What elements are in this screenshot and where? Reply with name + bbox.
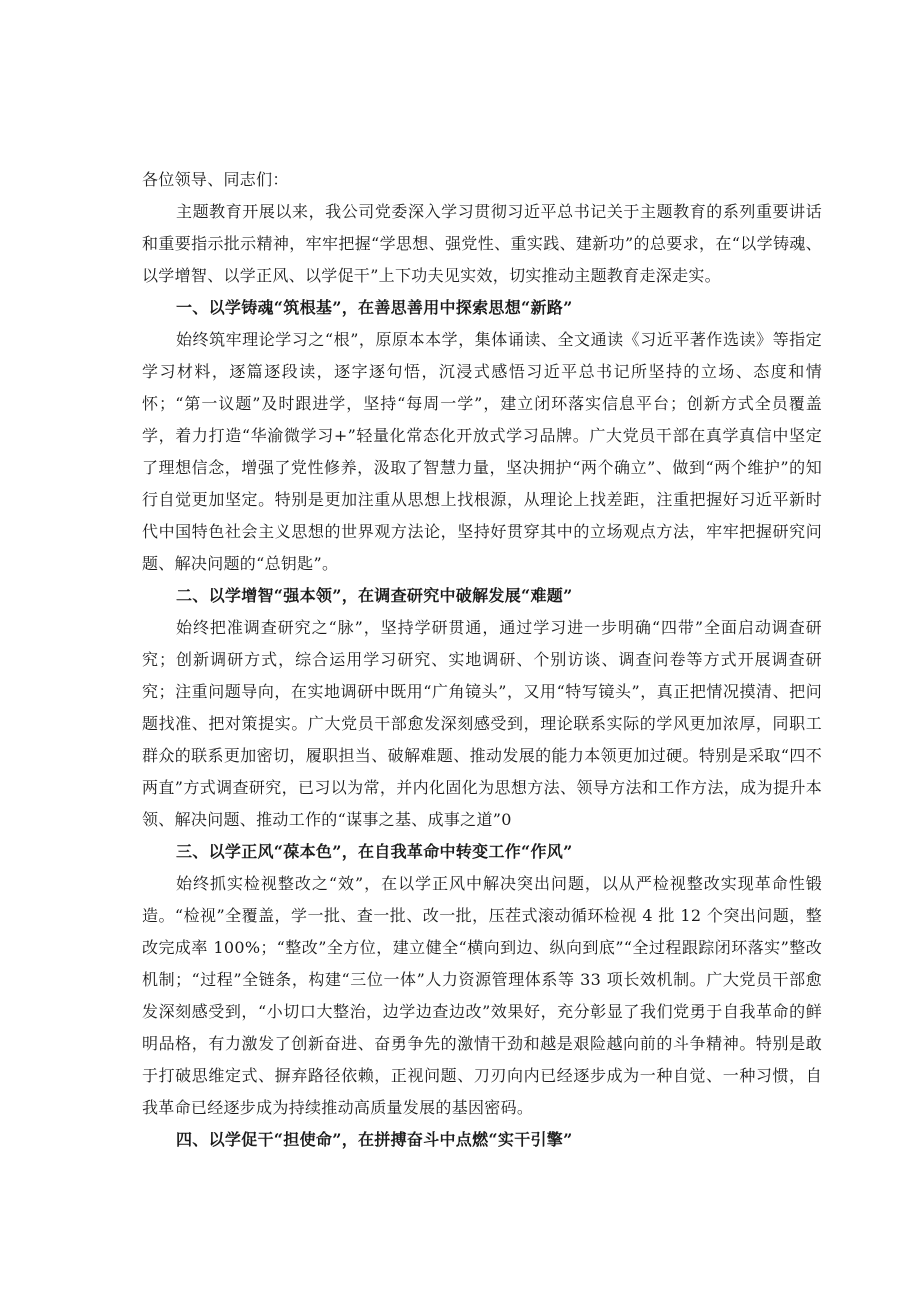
intro-paragraph: 主题教育开展以来，我公司党委深入学习贯彻习近平总书记关于主题教育的系列重要讲话和重要指示批示精神，牢牢把握“学思想、强党性、重实践、建新功”的总要求，在“以学铸魂、以学增智、以学正风、以学促干”上下功夫见实效，切实推动主题教育走深走实。 bbox=[142, 202, 822, 285]
document-page bbox=[142, 164, 822, 1156]
section-3-heading: 三、以学正风“葆本色”，在自我革命中转变工作“作风” bbox=[176, 842, 573, 861]
salutation: 各位领导、同志们： bbox=[142, 170, 289, 189]
section-1-heading: 一、以学铸魂“筑根基”，在善思善用中探索思想“新路” bbox=[176, 298, 573, 317]
section-3-body: 始终抓实检视整改之“效”，在以学正风中解决突出问题，以从严检视整改实现革命性锻造。“检视”全覆盖，学一批、查一批、改一批，压茬式滚动循环检视 4 批 12 个突出问题，整改完成率 100%；“整改”全方位，建立健全“横向到边、纵向到底”“全过程跟踪闭环落实”整改机制；“过程”全链条，构建“三位一体”人力资源管理体系等 33 项长效机制。广大党员干部愈发深刻感受到，“小切口大整治，边学边查边改”效果好，充分彰显了我们党勇于自我革命的鲜明品格，有力激发了创新奋进、奋勇争先的激情干劲和越是艰险越向前的斗争精神。特别是敢于打破思维定式、摒弃路径依赖，正视问题、刀刃向内已经逐步成为一种自觉、一种习惯，自我革命已经逐步成为持续推动高质量发展的基因密码。 bbox=[142, 874, 822, 1117]
section-4-heading: 四、以学促干“担使命”，在拼搏奋斗中点燃“实干引擎” bbox=[176, 1130, 573, 1149]
section-2-heading: 二、以学增智“强本领”，在调查研究中破解发展“难题” bbox=[176, 586, 573, 605]
section-1-body: 始终筑牢理论学习之“根”，原原本本学，集体诵读、全文通读《习近平著作选读》等指定学习材料，逐篇逐段读，逐字逐句悟，沉浸式感悟习近平总书记所坚持的立场、态度和情怀；“第一议题”及时跟进学，坚持“每周一学”，建立闭环落实信息平台；创新方式全员覆盖学，着力打造“华渝微学习+”轻量化常态化开放式学习品牌。广大党员干部在真学真信中坚定了理想信念，增强了党性修养，汲取了智慧力量，坚决拥护“两个确立”、做到“两个维护”的知行自觉更加坚定。特别是更加注重从思想上找根源，从理论上找差距，注重把握好习近平新时代中国特色社会主义思想的世界观方法论，坚持好贯穿其中的立场观点方法，牢牢把握研究问题、解决问题的“总钥匙”。 bbox=[142, 330, 822, 573]
section-2-body: 始终把准调查研究之“脉”，坚持学研贯通，通过学习进一步明确“四带”全面启动调查研究；创新调研方式，综合运用学习研究、实地调研、个别访谈、调查问卷等方式开展调查研究；注重问题导向，在实地调研中既用“广角镜头”，又用“特写镜头”，真正把情况摸清、把问题找准、把对策提实。广大党员干部愈发深刻感受到，理论联系实际的学风更加浓厚，同职工群众的联系更加密切，履职担当、破解难题、推动发展的能力本领更加过硬。特别是采取“四不两直”方式调查研究，已习以为常，并内化固化为思想方法、领导方法和工作方法，成为提升本领、解决问题、推动工作的“谋事之基、成事之道”0 bbox=[142, 618, 822, 829]
